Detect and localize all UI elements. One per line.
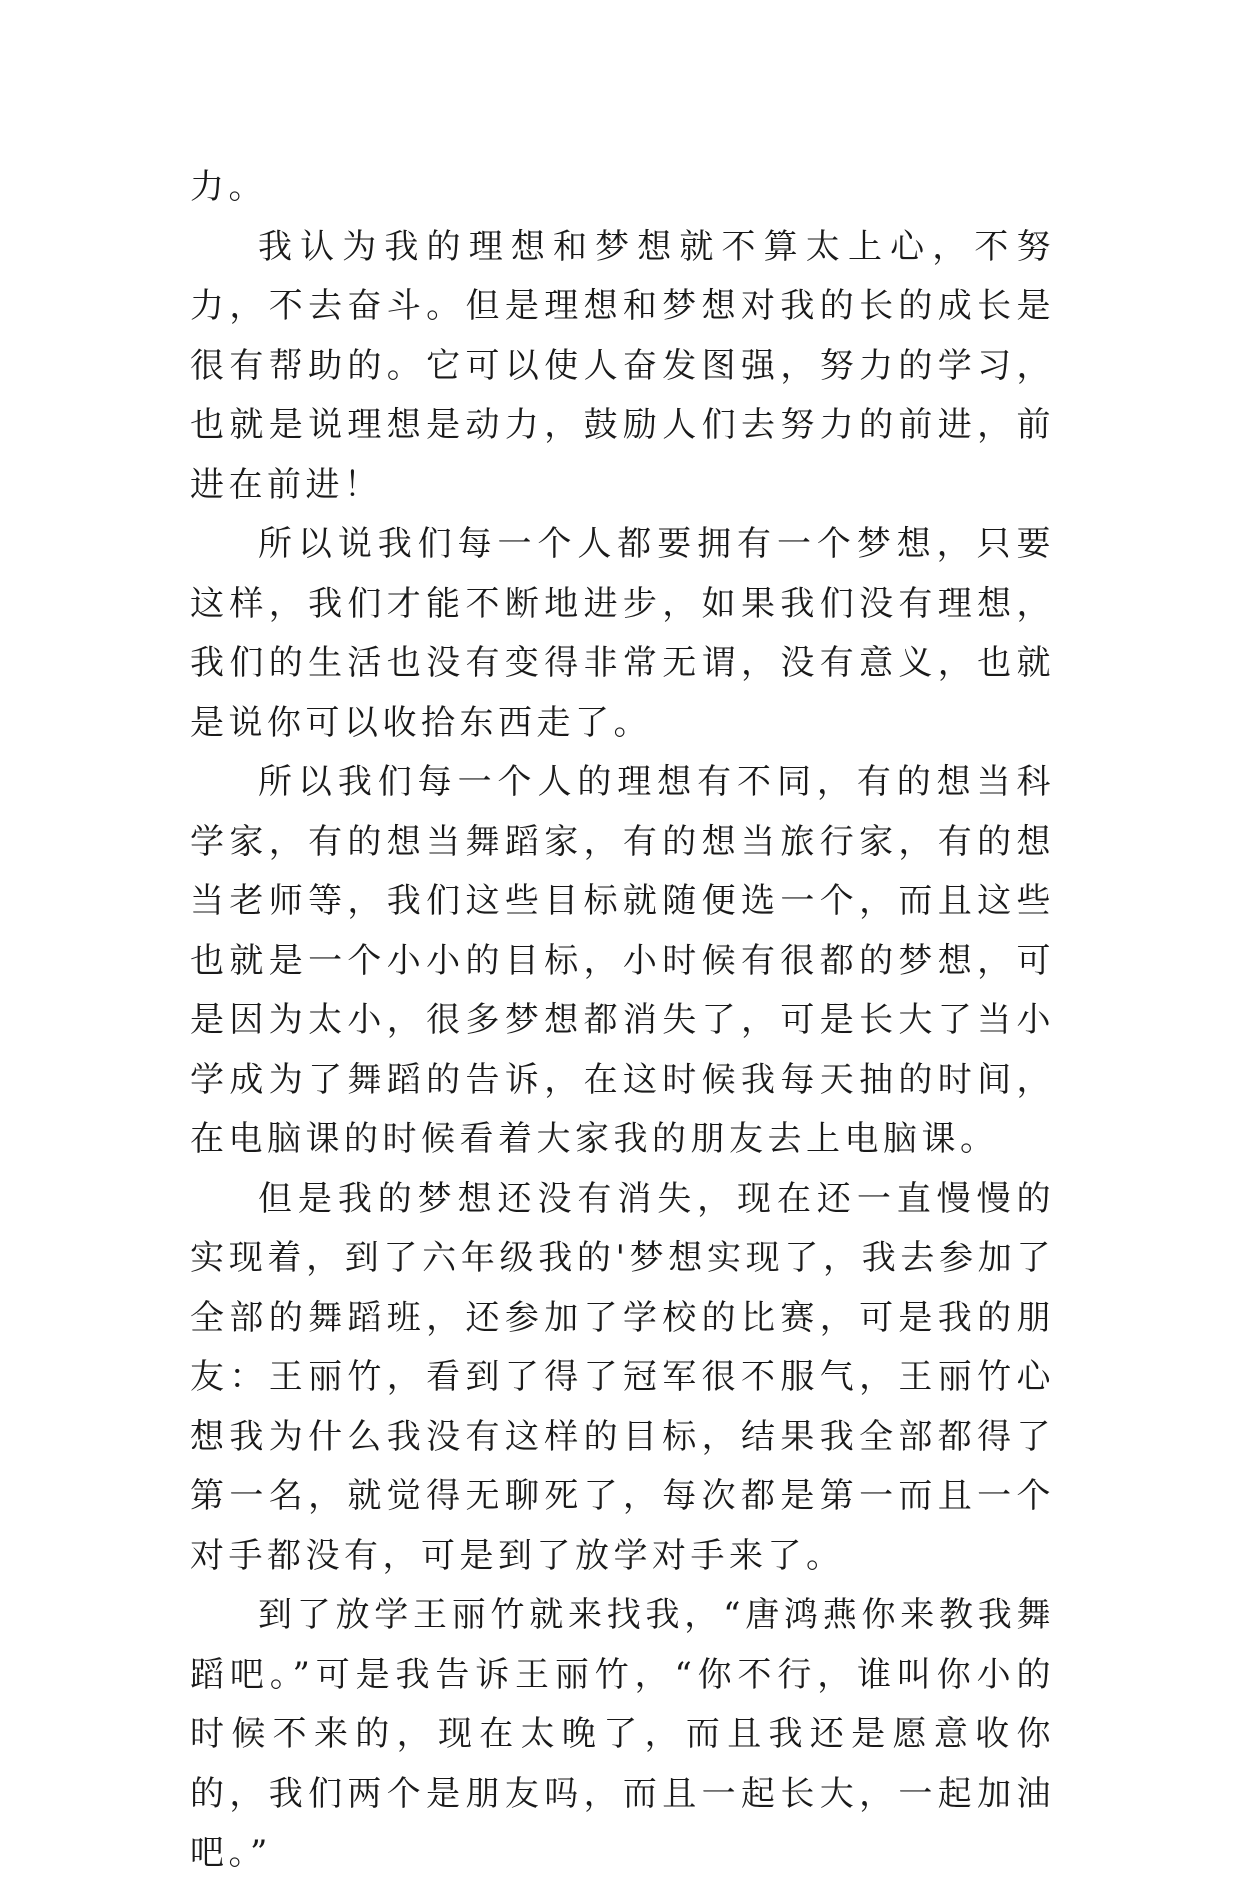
paragraph-ideal-effort: 我认为我的理想和梦想就不算太上心，不努力，不去奋斗。但是理想和梦想对我的长的成长是很有帮助的。它可以使人奋发图强，努力的学习，也就是说理想是动力，鼓励人们去努力的前进，前进在前进！: [190, 226, 1055, 505]
paragraph-different-ideals: 所以我们每一个人的理想有不同，有的想当科学家，有的想当舞蹈家，有的想当旅行家，有的想当老师等，我们这些目标就随便选一个，而且这些也就是一个小小的目标，小时候有很都的梦想，可是因为太小，很多梦想都消失了，可是长大了当小学成为了舞蹈的告诉，在这时候我每天抽的时间，在电脑课的时候看着大家我的朋友去上电脑课。: [190, 762, 1055, 1159]
paragraph-after-school: 到了放学王丽竹就来找我，“唐鸿燕你来教我舞蹈吧。”可是我告诉王丽竹，“你不行，谁叫你小的时候不来的，现在太晚了，而且我还是愿意收你的，我们两个是朋友吗，而且一起长大，一起加油吧。”: [190, 1595, 1055, 1873]
paragraph-everyone-dream: 所以说我们每一个人都要拥有一个梦想，只要这样，我们才能不断地进步，如果我们没有理想，我们的生活也没有变得非常无谓，没有意义，也就是说你可以收拾东西走了。: [190, 524, 1055, 743]
paragraph-dream-realized: 但是我的梦想还没有消失，现在还一直慢慢的实现着，到了六年级我的'梦想实现了，我去参加了全部的舞蹈班，还参加了学校的比赛，可是我的朋友：王丽竹，看到了得了冠军很不服气，王丽竹心想我为什么我没有这样的目标，结果我全部都得了第一名，就觉得无聊死了，每次都是第一而且一个对手都没有，可是到了放学对手来了。: [190, 1178, 1055, 1576]
paragraph-continuation: 力。: [190, 167, 267, 207]
document-body: [190, 158, 1055, 1884]
